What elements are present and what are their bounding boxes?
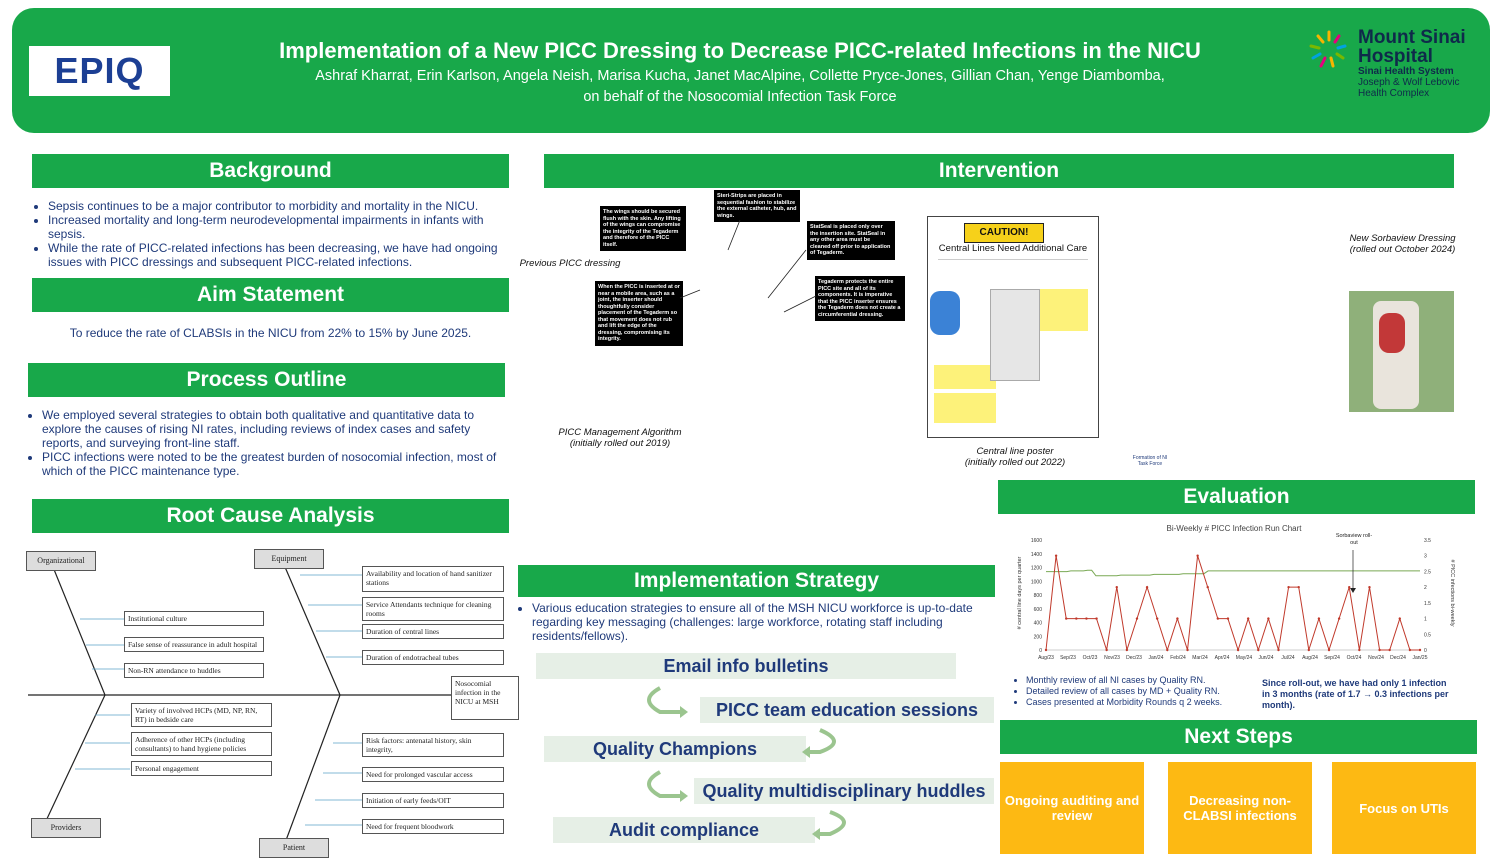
fishbone-head-providers: Providers [31, 818, 101, 838]
chart-x-tick-label: Jan/24 [1148, 655, 1164, 661]
chart-point-infection [1237, 649, 1239, 651]
chart-x-tick-label: Aug/23 [1038, 655, 1054, 661]
strategy-audit: Audit compliance [553, 817, 815, 843]
chart-y2-tick-label: 1 [1424, 616, 1427, 623]
chart-x-tick-label: Apr/24 [1214, 655, 1230, 661]
evaluation-bullet: • Cases presented at Morbidity Rounds q 2 weeks. [1026, 697, 1252, 708]
chart-point-infection [1055, 555, 1057, 557]
poster-title: Implementation of a New PICC Dressing to Decrease PICC-related Infections in the NICU [279, 38, 1201, 63]
poster-caption: Central line poster (initially rolled out 2022) [964, 446, 1066, 468]
poster-title: Central Lines Need Additional Care [938, 243, 1088, 254]
poster-pump-image [990, 289, 1040, 381]
chart-y2-axis-label: # PICC infections bi-weekly [1449, 559, 1455, 627]
next-step-non-clabsi: Decreasing non-CLABSI infections [1168, 762, 1312, 854]
chart-point-infection [1227, 617, 1229, 619]
chart-point-infection [1287, 586, 1289, 588]
chart-x-tick-label: Aug/24 [1302, 655, 1318, 661]
implementation-content [516, 601, 996, 643]
process-heading: Process Outline [28, 363, 505, 397]
chart-point-infection [1156, 617, 1158, 619]
implementation-heading: Implementation Strategy [518, 565, 995, 597]
dressing-note-pointers [670, 220, 820, 320]
chart-point-infection [1318, 617, 1320, 619]
chart-point-infection [1116, 586, 1118, 588]
chart-x-tick-label: Mar/24 [1192, 655, 1208, 661]
background-bullet: • Increased mortality and long-term neurodevelopmental impairments in infants with sepsis. [48, 213, 512, 241]
authors-line-1: Ashraf Kharrat, Erin Karlson, Angela Neish, Marisa Kucha, Janet MacAlpine, Collette Pryce-Jones, Gillian Chan, Yenge Diambomba, [315, 68, 1165, 84]
chart-point-infection [1298, 586, 1300, 588]
chart-point-infection [1399, 617, 1401, 619]
next-step-utis: Focus on UTIs [1332, 762, 1476, 854]
chart-x-tick-label: Jun/24 [1258, 655, 1274, 661]
chart-point-infection [1085, 617, 1087, 619]
chart-y-axis-label: # central line days per quarter [1017, 556, 1023, 630]
chart-point-infection [1207, 586, 1209, 588]
next-steps-heading: Next Steps [1000, 720, 1477, 754]
authors-line-2: on behalf of the Nosocomial Infection Task Force [583, 89, 897, 105]
chart-x-tick-label: Oct/23 [1082, 655, 1098, 661]
chart-point-infection [1146, 586, 1148, 588]
chart-annotation-arrowhead [1350, 588, 1356, 593]
dressing-note: The wings should be secured flush with the skin. Any lifting of the wings can compromise the integrity of the Tegaderm and therefore of the PICC itself. [600, 206, 686, 251]
background-content [32, 199, 512, 269]
fishbone-item: Risk factors: antenatal history, skin integrity, [362, 733, 504, 757]
chart-x-tick-label: Dec/23 [1126, 655, 1142, 661]
chart-point-infection [1045, 649, 1047, 651]
implementation-bullet: • Various education strategies to ensure all of the MSH NICU workforce is up-to-date regarding key messaging (challenges: large workforce, rotating staff including residents/fellows). [532, 601, 996, 643]
dressing-note: StatSeal is placed only over the insertion site. StatSeal in any other area must be cleaned off prior to application of Tegaderm. [807, 221, 895, 260]
algorithm-caption: PICC Management Algorithm (initially rolled out 2019) [558, 427, 682, 449]
strategy-picc-education: PICC team education sessions [700, 697, 994, 723]
chart-y-tick-label: 1000 [1030, 579, 1042, 586]
chart-point-infection [1378, 649, 1380, 651]
mount-sinai-logo-text: Mount Sinai Hospital Sinai Health System Joseph & Wolf Lebovic Health Complex [1358, 27, 1466, 99]
process-bullet: • We employed several strategies to obtain both qualitative and quantitative data to explore the causes of rising NI rates, including reviews of index cases and safety reports, and surveying front-line staff. [42, 408, 512, 450]
chart-point-infection [1247, 617, 1249, 619]
central-line-poster [927, 216, 1099, 438]
chart-x-tick-label: Jul/24 [1281, 655, 1295, 661]
chart-title: Bi-Weekly # PICC Infection Run Chart [1166, 524, 1302, 533]
chart-y2-tick-label: 2 [1424, 585, 1427, 592]
process-bullet: • PICC infections were noted to be the greatest burden of nosocomial infection, most of which of the PICC maintenance type. [42, 450, 512, 478]
fishbone-head-equipment: Equipment [254, 549, 324, 569]
dressing-note: Tegaderm protects the entire PICC site and all of its components. It is imperative that the PICC inserter ensures the Tegaderm does not create a circumferential dressing. [815, 276, 905, 321]
chart-y-tick-label: 200 [1033, 634, 1042, 641]
epiq-logo [29, 46, 170, 96]
chart-annotation: Sorbaview roll-out [1335, 533, 1373, 546]
fishbone-item: Availability and location of hand sanitizer stations [362, 566, 504, 592]
chart-canvas [1010, 520, 1458, 668]
fishbone-item: Variety of involved HCPs (MD, NP, RN, RT) in bedside care [131, 703, 272, 727]
chart-y2-tick-label: 3 [1424, 553, 1427, 560]
fishbone-item: Adherence of other HCPs (including consultants) to hand hygiene policies [131, 732, 272, 756]
chart-point-infection [1348, 586, 1350, 588]
strategy-quality-champions: Quality Champions [544, 736, 806, 762]
chart-point-infection [1409, 649, 1411, 651]
aim-text: To reduce the rate of CLABSIs in the NICU from 22% to 15% by June 2025. [69, 326, 472, 340]
chart-point-infection [1419, 649, 1421, 651]
chart-point-infection [1186, 649, 1188, 651]
chart-x-tick-label: Nov/23 [1104, 655, 1120, 661]
chart-y-tick-label: 1200 [1030, 565, 1042, 572]
chart-point-infection [1338, 617, 1340, 619]
fishbone-head-patient: Patient [259, 838, 329, 858]
chart-point-infection [1277, 649, 1279, 651]
previous-dressing-caption: Previous PICC dressing [519, 258, 621, 269]
chart-y2-tick-label: 2.5 [1424, 569, 1431, 576]
chart-point-infection [1267, 617, 1269, 619]
intervention-heading: Intervention [544, 154, 1454, 188]
dressing-note: When the PICC is inserted at or near a mobile area, such as a joint, the inserter should thoughtfully consider placement of the Tegaderm so that movement does not rub and lift the edge of the dressing, compromising its integrity. [595, 281, 683, 346]
chart-x-tick-label: Dec/24 [1390, 655, 1406, 661]
chart-y2-tick-label: 0 [1424, 648, 1427, 654]
evaluation-bullets [1012, 675, 1252, 708]
fishbone-item: Duration of central lines [362, 624, 504, 639]
rca-heading: Root Cause Analysis [32, 499, 509, 533]
fishbone-item: Need for frequent bloodwork [362, 819, 504, 834]
chart-y-tick-label: 1600 [1030, 538, 1042, 544]
chart-x-tick-label: Sep/23 [1060, 655, 1076, 661]
chart-point-infection [1075, 617, 1077, 619]
background-heading: Background [32, 154, 509, 188]
next-step-auditing: Ongoing auditing and review [1000, 762, 1144, 854]
chart-y-tick-label: 0 [1039, 648, 1042, 654]
chart-point-infection [1328, 649, 1330, 651]
chart-point-infection [1308, 649, 1310, 651]
chart-point-infection [1105, 649, 1107, 651]
fishbone-item: Institutional culture [124, 611, 264, 626]
chart-y2-tick-label: 1.5 [1424, 600, 1431, 607]
chart-x-tick-label: Oct/24 [1346, 655, 1362, 661]
fishbone-effect: Nosocomial infection in the NICU at MSH [451, 676, 519, 720]
poster-caution: CAUTION! [964, 223, 1044, 243]
chart-x-tick-label: Nov/24 [1368, 655, 1384, 661]
strategy-email-bulletins: Email info bulletins [536, 653, 956, 679]
fishbone-head-organizational: Organizational [26, 551, 96, 571]
chart-point-infection [1065, 617, 1067, 619]
strategy-flow-arrows [630, 680, 870, 840]
evaluation-bullet: • Detailed review of all cases by MD + Quality RN. [1026, 686, 1252, 697]
chart-point-infection [1126, 649, 1128, 651]
poster-trace-note [934, 365, 996, 389]
chart-x-tick-label: May/24 [1235, 655, 1253, 661]
fishbone-item: Service Attendants technique for cleaning rooms [362, 597, 504, 621]
chart-y-tick-label: 1400 [1030, 551, 1042, 558]
sorbaview-caption: New Sorbaview Dressing (rolled out October 2024) [1349, 233, 1456, 255]
chart-series-line-days [1046, 570, 1420, 576]
chart-point-infection [1095, 617, 1097, 619]
fishbone-item: False sense of reassurance in adult hospital [124, 637, 264, 652]
chart-y-tick-label: 600 [1033, 606, 1042, 613]
evaluation-result: Since roll-out, we have had only 1 infection in 3 months (rate of 1.7 → 0.3 infections per month). [1262, 678, 1449, 710]
process-content [26, 408, 512, 478]
background-bullet: • While the rate of PICC-related infections has been decreasing, we have had ongoing issues with PICC dressings and subsequent PICC-related infections. [48, 241, 512, 269]
evaluation-heading: Evaluation [998, 480, 1475, 514]
chart-point-infection [1388, 649, 1390, 651]
poster-rules [938, 259, 1088, 286]
sorbaview-dressing-photo [1349, 291, 1454, 412]
chart-point-infection [1368, 586, 1370, 588]
chart-point-infection [1217, 617, 1219, 619]
chart-point-infection [1166, 649, 1168, 651]
fishbone-item: Need for prolonged vascular access [362, 767, 504, 782]
chart-series-line-infections [1046, 556, 1420, 650]
dressing-note: Steri-Strips are placed in sequential fashion to stabilize the external catheter, hub, and wings. [714, 190, 800, 222]
background-bullet: • Sepsis continues to be a major contributor to morbidity and mortality in the NICU. [48, 199, 512, 213]
chart-x-tick-label: Sep/24 [1324, 655, 1340, 661]
chart-y-tick-label: 800 [1033, 593, 1042, 599]
evaluation-bullet: • Monthly review of all NI cases by Quality RN. [1026, 675, 1252, 686]
dressing-catheter [1379, 313, 1405, 353]
chart-y2-tick-label: 3.5 [1424, 538, 1431, 544]
task-force-formation: Formation of NI Task Force [1132, 455, 1168, 467]
epiq-logo-text: EPIQ [54, 50, 145, 91]
poster-authors [190, 66, 1290, 108]
chart-point-infection [1136, 617, 1138, 619]
fishbone-item: Non-RN attendance to huddles [124, 663, 264, 678]
fishbone-item: Initiation of early feeds/OIT [362, 793, 504, 808]
poster-configuration-note [934, 393, 996, 423]
chart-point-infection [1257, 649, 1259, 651]
chart-x-tick-label: Jan/25 [1412, 655, 1428, 661]
chart-x-tick-label: Feb/24 [1170, 655, 1186, 661]
mount-sinai-logo-icon [1305, 28, 1353, 72]
chart-y2-tick-label: 0.5 [1424, 632, 1431, 639]
fishbone-item: Duration of endotracheal tubes [362, 650, 504, 665]
chart-point-infection [1176, 617, 1178, 619]
chart-y-tick-label: 400 [1033, 620, 1042, 627]
poster-glove-image [930, 291, 960, 335]
chart-point-infection [1358, 649, 1360, 651]
run-chart [1010, 520, 1458, 668]
strategy-huddles: Quality multidisciplinary huddles [694, 778, 994, 804]
aim-heading: Aim Statement [32, 278, 509, 312]
chart-point-infection [1196, 555, 1198, 557]
fishbone-item: Personal engagement [131, 761, 272, 776]
